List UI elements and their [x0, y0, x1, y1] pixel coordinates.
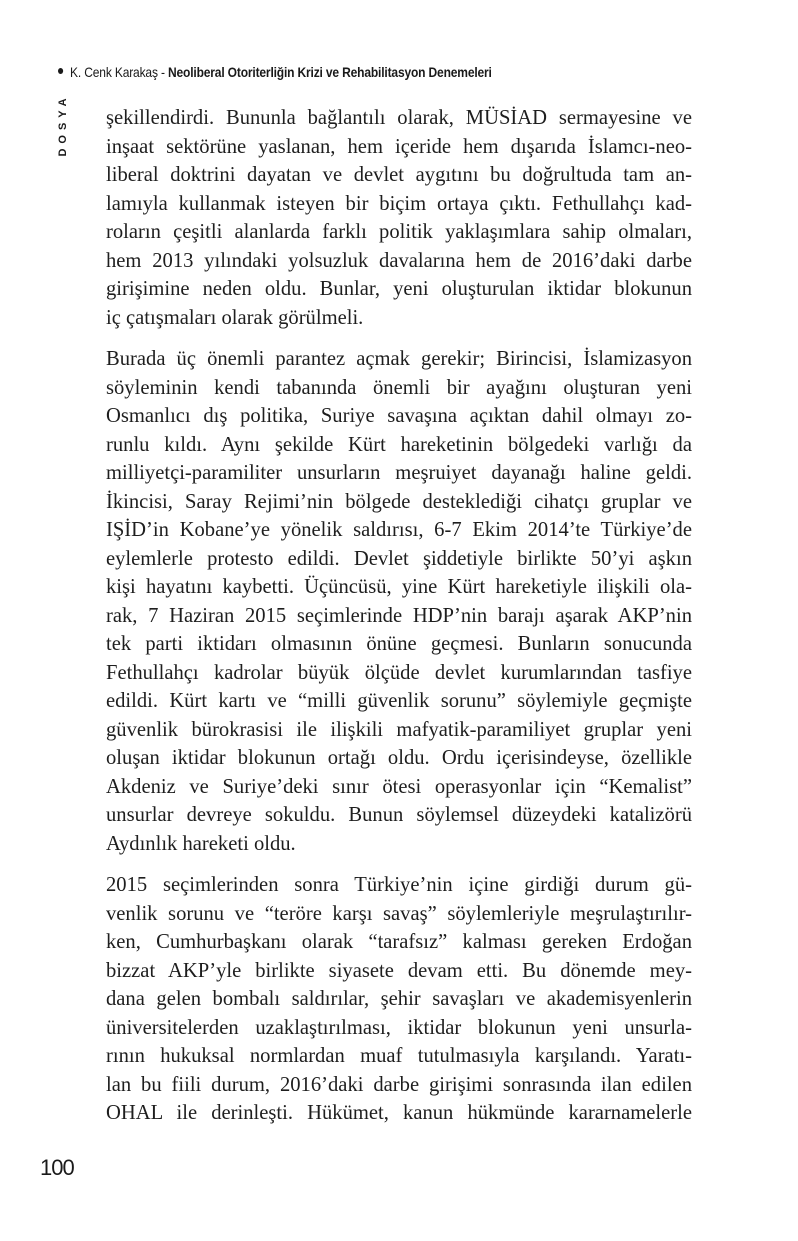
text-line: milliyetçi-paramiliter unsurların meşruiyet dayanağı haline geldi. [106, 462, 692, 484]
text-line: inşaat sektörüne yaslanan, hem içeride hem dışarıda İslamcı-neo- [106, 135, 692, 158]
text-line: tek parti iktidarı olmasının önüne geçmesi. Bunların sonucunda [106, 633, 692, 655]
page-number: 100 [40, 1155, 74, 1180]
header-author: K. Cenk Karakaş - [70, 64, 165, 80]
text-line: edildi. Kürt kartı ve “milli güvenlik sorunu” söylemiyle geçmişte [106, 690, 692, 712]
text-line: üniversitelerden uzaklaştırılması, iktidar blokunun yeni unsurla- [106, 1016, 692, 1039]
text-line: bizzat AKP’yle birlikte siyasete devam etti. Bu dönemde mey- [106, 959, 692, 982]
text-line: rak, 7 Haziran 2015 seçimlerinde HDP’nin barajı aşarak AKP’nin [106, 604, 692, 627]
paragraph-2 [106, 345, 692, 858]
text-line: eylemlerle protesto edildi. Devlet şiddetiyle birlikte 50’yi aşkın [106, 547, 692, 570]
text-line: girişimine neden oldu. Bunlar, yeni oluşturulan iktidar blokunun [106, 278, 692, 300]
text-line: iç çatışmaları olarak görülmeli. [106, 306, 364, 329]
text-line: liberal doktrini dayatan ve devlet aygıtını bu doğrultuda tam an- [106, 164, 692, 186]
text-line: runlu kıldı. Aynı şekilde Kürt hareketinin bölgedeki varlığı da [106, 433, 692, 456]
text-line: oluşan iktidar blokunun ortağı oldu. Ordu içerisindeyse, özellikle [106, 747, 692, 769]
paragraph-1 [106, 104, 692, 332]
text-line: güvenlik bürokrasisi ile ilişkili mafyatik-paramiliyet gruplar yeni [106, 718, 692, 741]
text-line: lamıyla kullanmak isteyen bir biçim ortaya çıktı. Fethullahçı kad- [106, 192, 692, 215]
text-line: unsurlar devreye sokuldu. Bunun söylemsel düzeydeki katalizörü [106, 804, 692, 826]
text-line: ken, Cumhurbaşkanı olarak “tarafsız” kalması gereken Erdoğan [106, 931, 692, 953]
text-line: şekillendirdi. Bununla bağlantılı olarak, MÜSİAD sermayesine ve [106, 107, 692, 129]
paragraph-3 [106, 871, 692, 1128]
body-text [106, 104, 692, 1141]
text-line: hem 2013 yılındaki yolsuzluk davalarına hem de 2016’daki darbe [106, 249, 692, 272]
text-line: İkincisi, Saray Rejimi’nin bölgede desteklediği cihatçı gruplar ve [106, 490, 692, 513]
text-line: OHAL ile derinleşti. Hükümet, kanun hükmünde kararnamelerle [106, 1102, 692, 1124]
text-line: Osmanlıcı dış politika, Suriye savaşına açıktan dahil olmayı zo- [106, 405, 692, 427]
text-line: kişi hayatını kaybetti. Üçüncüsü, yine Kürt hareketiyle ilişkili ola- [106, 576, 692, 598]
text-line: venlik sorunu ve “teröre karşı savaş” söylemleriyle meşrulaştırılır- [106, 902, 692, 925]
text-line: 2015 seçimlerinden sonra Türkiye’nin içine girdiği durum gü- [106, 874, 692, 896]
section-label-text: DOSYA [57, 93, 69, 157]
running-header [58, 64, 562, 80]
text-line: söyleminin kendi tabanında önemli bir ayağını oluşturan yeni [106, 376, 692, 399]
text-line: dana gelen bombalı saldırılar, şehir savaşları ve akademisyenlerin [106, 988, 692, 1010]
text-line: Fethullahçı kadrolar büyük ölçüde devlet kurumlarından tasfiye [106, 661, 692, 684]
header-title: Neoliberal Otoriterliğin Krizi ve Rehabilitasyon Denemeleri [167, 64, 492, 80]
bullet-icon [58, 68, 63, 74]
text-line: Aydınlık hareketi oldu. [106, 832, 296, 855]
text-line: rının hukuksal normlardan muaf tutulmasıyla karşılandı. Yaratı- [106, 1045, 692, 1067]
text-line: Burada üç önemli parantez açmak gerekir; Birincisi, İslamizasyon [106, 348, 692, 370]
text-line: IŞİD’in Kobane’ye yönelik saldırısı, 6-7 Ekim 2014’te Türkiye’de [106, 519, 692, 541]
text-line: roların çeşitli alanlarda farklı politik yaklaşımlara sahip olmaları, [106, 221, 692, 243]
text-line: lan bu fiili durum, 2016’daki darbe girişimi sonrasında ilan edilen [106, 1073, 692, 1096]
section-label [54, 90, 72, 160]
text-line: Akdeniz ve Suriye’deki sınır ötesi operasyonlar için “Kemalist” [106, 775, 692, 798]
